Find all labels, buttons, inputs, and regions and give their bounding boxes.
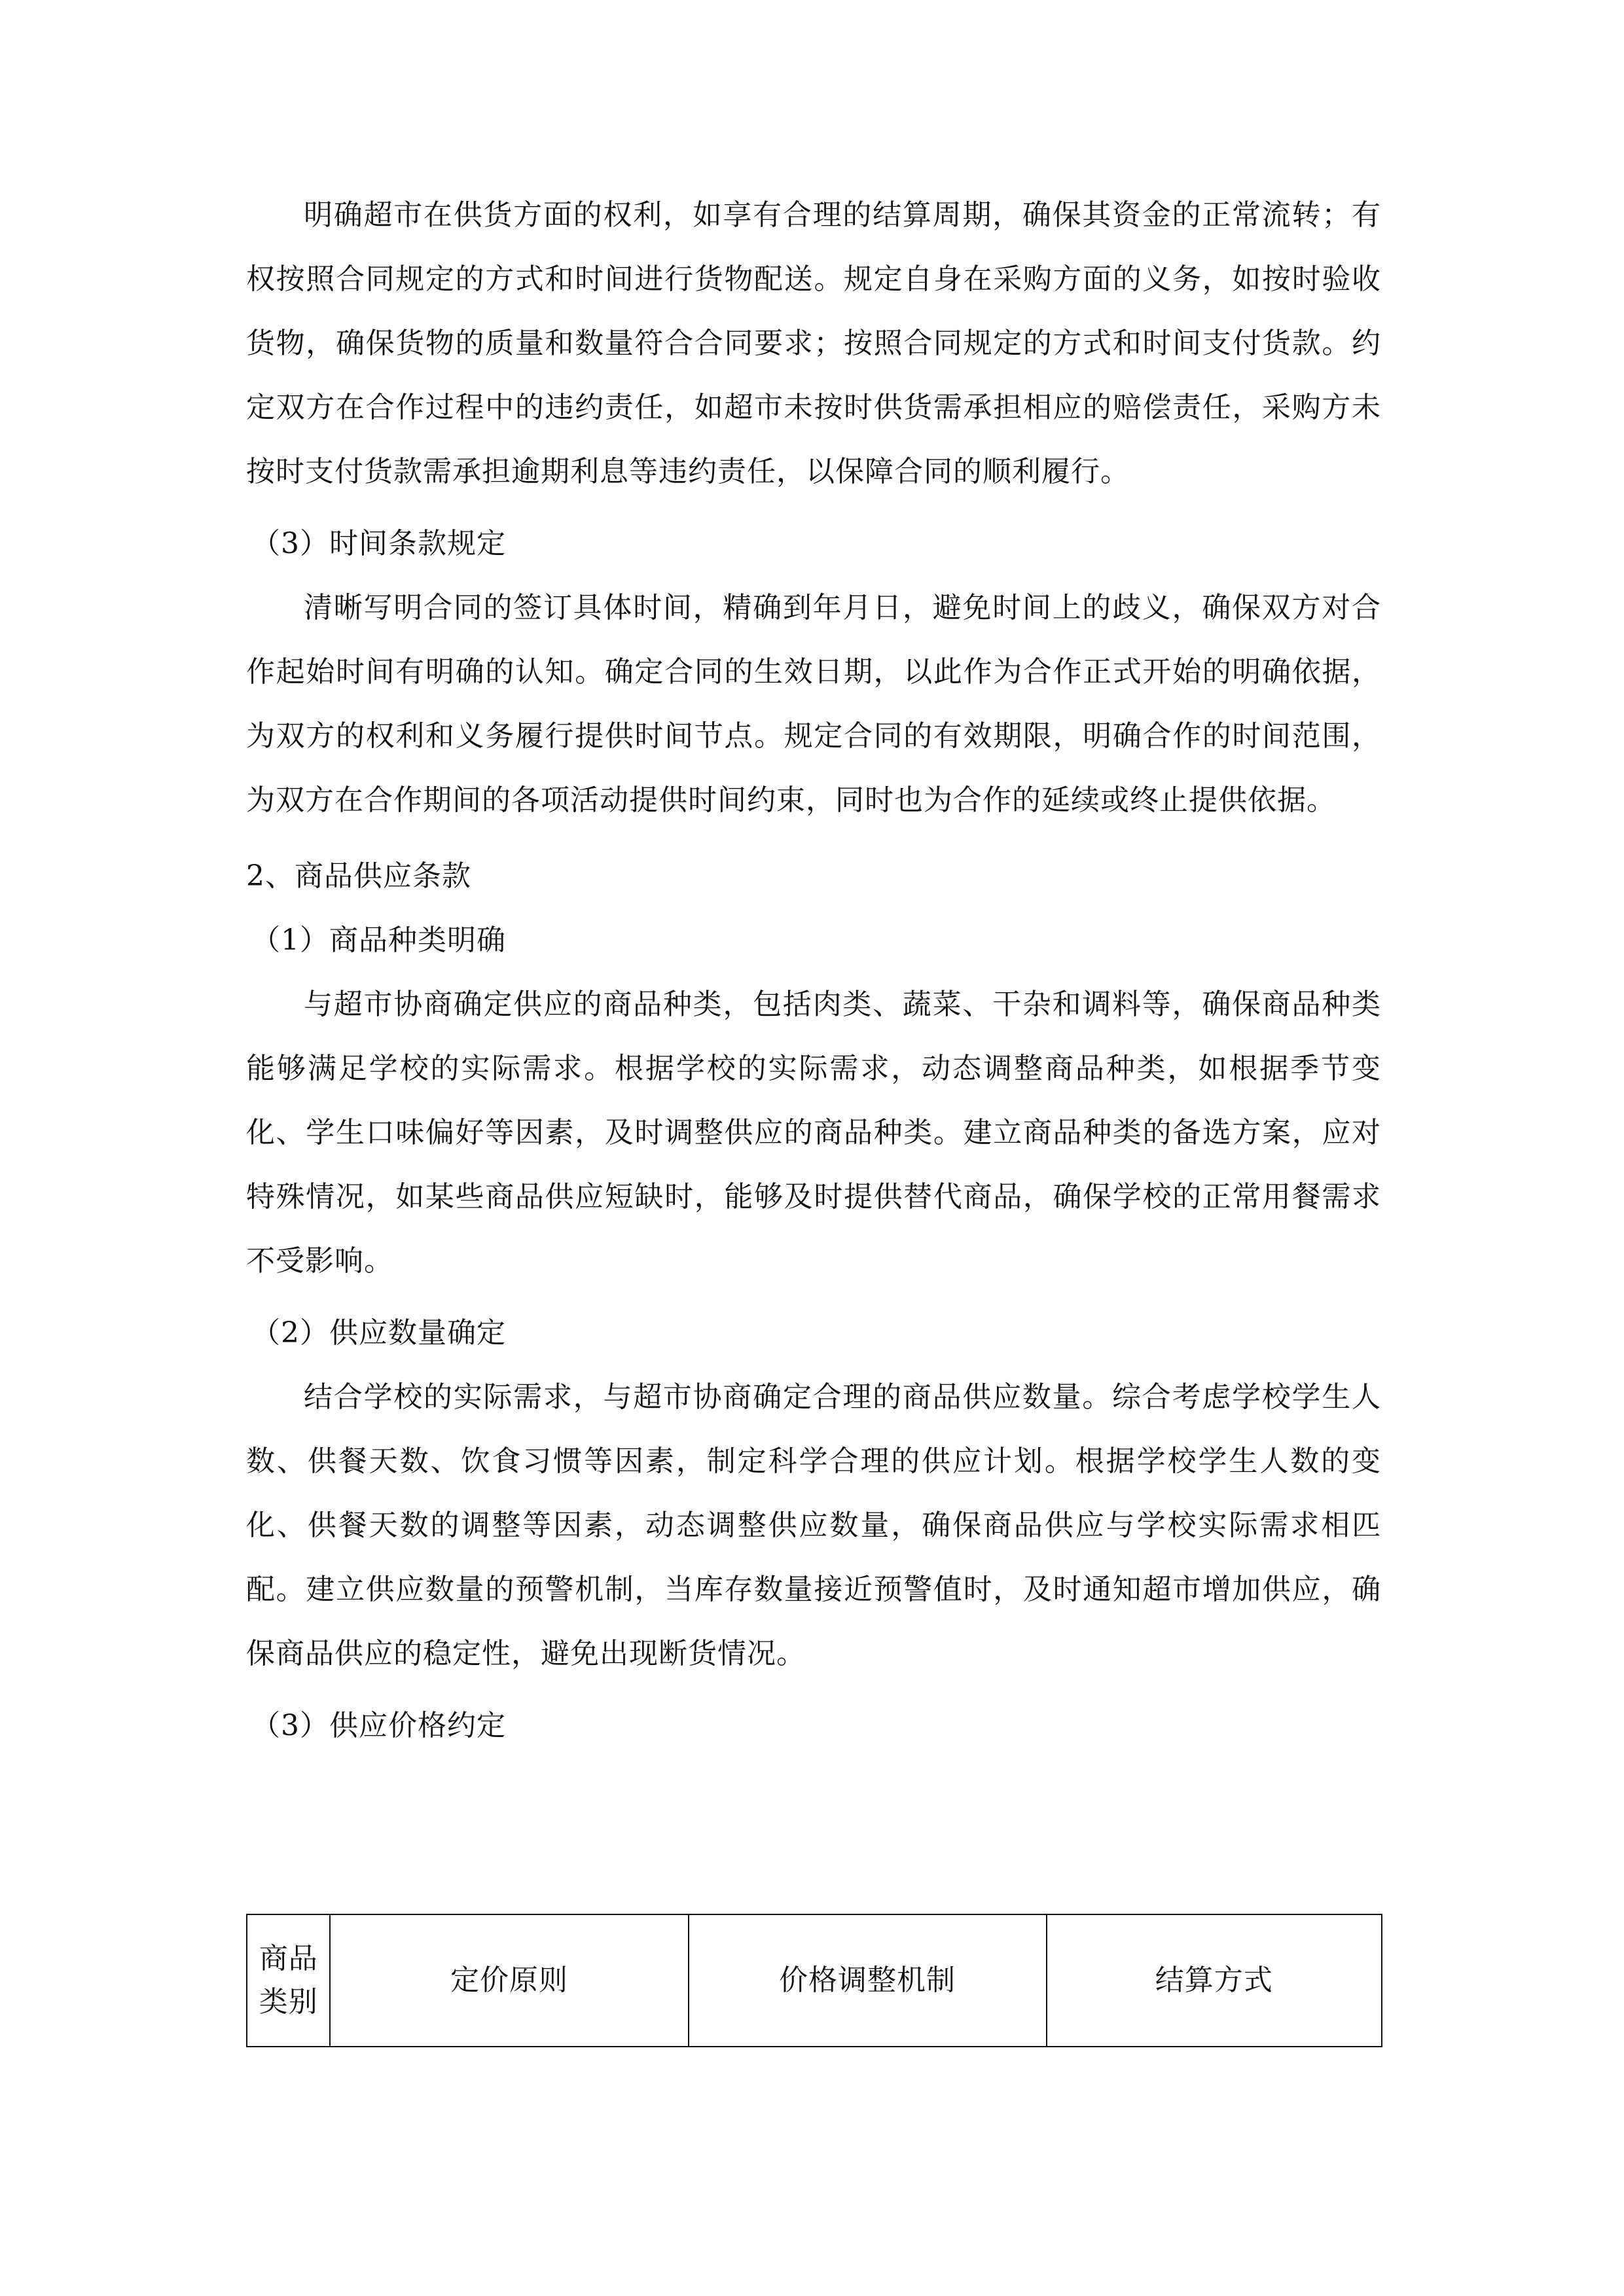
heading-section-2: 2、商品供应条款 <box>246 859 471 893</box>
paragraph-product-categories: 与超市协商确定供应的商品种类，包括肉类、蔬菜、干杂和调料等，确保商品种类能够满足学校的实际需求。根据学校的实际需求，动态调整商品种类，如根据季节变化、学生口味偏好等因素，及时调整供应的商品种类。建立商品种类的备选方案，应对特殊情况，如某些商品供应短缺时，能够及时提供替代商品，确保学校的正常用餐需求不受影响。 <box>246 988 1381 1278</box>
paragraph-rights-obligations: 明确超市在供货方面的权利，如享有合理的结算周期，确保其资金的正常流转；有权按照合同规定的方式和时间进行货物配送。规定自身在采购方面的义务，如按时验收货物，确保货物的质量和数量符合合同要求；按照合同规定的方式和时间支付货款。约定双方在合作过程中的违约责任，如超市未按时供货需承担相应的赔偿责任，采购方未按时支付货款需承担逾期利息等违约责任，以保障合同的顺利履行。 <box>246 198 1381 488</box>
document-body <box>246 183 1381 1758</box>
table-header-pricing-principle: 定价原则 <box>330 1914 688 2047</box>
heading-time-clause: （3）时间条款规定 <box>251 527 506 560</box>
table-header-price-adjustment: 价格调整机制 <box>689 1914 1047 2047</box>
table-header-settlement-method: 结算方式 <box>1047 1914 1382 2047</box>
paragraph-supply-quantity: 结合学校的实际需求，与超市协商确定合理的商品供应数量。综合考虑学校学生人数、供餐天数、饮食习惯等因素，制定科学合理的供应计划。根据学校学生人数的变化、供餐天数的调整等因素，动态调整供应数量，确保商品供应与学校实际需求相匹配。建立供应数量的预警机制，当库存数量接近预警值时，及时通知超市增加供应，确保商品供应的稳定性，避免出现断货情况。 <box>246 1380 1381 1670</box>
heading-supply-quantity: （2）供应数量确定 <box>251 1316 506 1350</box>
table-header-category: 商品类别 <box>247 1914 330 2047</box>
heading-supply-price: （3）供应价格约定 <box>251 1709 506 1742</box>
heading-product-categories: （1）商品种类明确 <box>251 924 506 957</box>
table-header-row <box>247 1914 1382 2047</box>
paragraph-time-clause: 清晰写明合同的签订具体时间，精确到年月日，避免时间上的歧义，确保双方对合作起始时间有明确的认知。确定合同的生效日期，以此作为合作正式开始的明确依据，为双方的权利和义务履行提供时间节点。规定合同的有效期限，明确合作的时间范围，为双方在合作期间的各项活动提供时间约束，同时也为合作的延续或终止提供依据。 <box>246 591 1381 817</box>
price-agreement-table <box>246 1914 1382 2047</box>
